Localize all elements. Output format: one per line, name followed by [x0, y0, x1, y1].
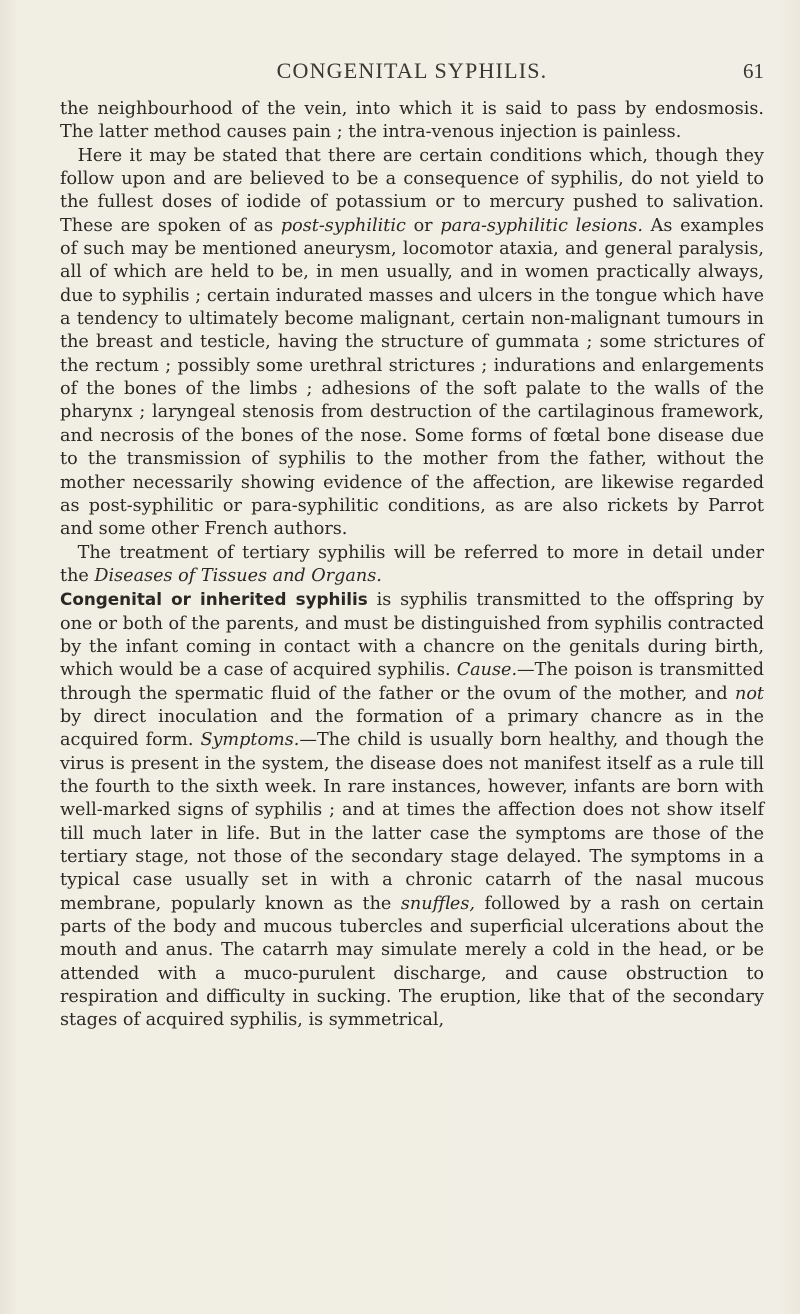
- paragraph-tertiary-treatment: [60, 542, 764, 589]
- emphasis-not: not: [735, 683, 764, 704]
- cross-reference-title: Diseases of Tissues and Organs.: [94, 565, 382, 586]
- page-header: [60, 58, 764, 90]
- subheading-cause: Cause.: [456, 660, 518, 681]
- paragraph-text: or: [405, 215, 441, 236]
- paragraph-text: The treatment of tertiary syphilis will be referred to more in detail under the: [60, 542, 764, 586]
- paragraph-text: As examples of such may be mentioned aneurysm, locomotor ataxia, and general paralysis, all of which are held to be, in men usually, and in women practically always, due to syphilis ; certain indurated masses and ulcers in the tongue which have a tendency to ultimately become malignant, certain non-malignant tumours in the breast and testicle, having the structure of gummata ; some strictures of the rectum ; possibly some urethral strictures ; indurations and enlargements of the bones of the limbs ; adhesions of the soft palate to the walls of the pharynx ; laryngeal stenosis from destruction of the cartilaginous framework, and necrosis of the bones of the nose. Some forms of fœtal bone disease due to the transmission of syphilis to the mother from the father, without the mother necessarily showing evidence of the affection, are likewise regarded as post-syphilitic or para-syphilitic conditions, as are also rickets by Parrot and some other French authors.: [60, 215, 764, 540]
- body-text: [60, 98, 764, 1033]
- running-title: CONGENITAL SYPHILIS.: [276, 58, 548, 83]
- page-number: 61: [743, 59, 764, 83]
- paragraph-congenital-syphilis: [60, 588, 764, 1033]
- subheading-symptoms: Symptoms.: [200, 730, 300, 751]
- paragraph-text: Here it may be stated that there are certain conditions which, though they follow upon and are believed to be a consequence of syphilis, do not yield to the fullest doses of iodide of potassium or to mercury pushed to salivation. These are spoken of as: [60, 145, 764, 236]
- paragraph-text: followed by a rash on certain parts of the body and mucous tubercles and superficial ulcerations about the mouth and anus. The catarrh may simulate merely a cold in the head, or be attended with a muco-purulent discharge, and cause obstruction to respiration and difficulty in sucking. The eruption, like that of the secondary stages of acquired syphilis, is symmetrical,: [60, 893, 764, 1031]
- paragraph-text: —The poison is transmitted through the spermatic fluid of the father or the ovum of the mother, and: [60, 660, 764, 704]
- paragraph-text: —The child is usually born healthy, and though the virus is present in the system, the disease does not manifest itself as a rule till the fourth to the sixth week. In rare instances, however, infants are born with well-marked signs of syphilis ; and at times the affection does not show itself till much later in life. But in the latter case the symptoms are those of the tertiary stage, not those of the secondary stage delayed. The symptoms in a typical case usually set in with a chronic catarrh of the nasal mucous membrane, popularly known as the: [60, 730, 764, 914]
- paragraph-post-syphilitic: [60, 145, 764, 542]
- term-para-syphilitic-lesions: para-syphilitic lesions.: [440, 215, 643, 236]
- paragraph-intravenous-injection: [60, 98, 764, 145]
- term-post-syphilitic: post-syphilitic: [280, 215, 406, 236]
- section-heading-congenital-syphilis: Congenital or inherited syphilis: [60, 589, 368, 610]
- paragraph-text: is syphilis transmitted to the offspring by one or both of the parents, and must be distinguished from syphilis contracted by the infant coming in contact with a chancre on the genitals during birth, which would be a case of acquired syphilis.: [60, 590, 764, 681]
- paragraph-text: by direct inoculation and the formation of a primary chancre as in the acquired form.: [60, 706, 764, 751]
- paragraph-text: the neighbourhood of the vein, into which it is said to pass by endosmosis. The latter method causes pain ; the intra-venous injection is painless.: [60, 99, 764, 143]
- term-snuffles: snuffles,: [400, 893, 475, 914]
